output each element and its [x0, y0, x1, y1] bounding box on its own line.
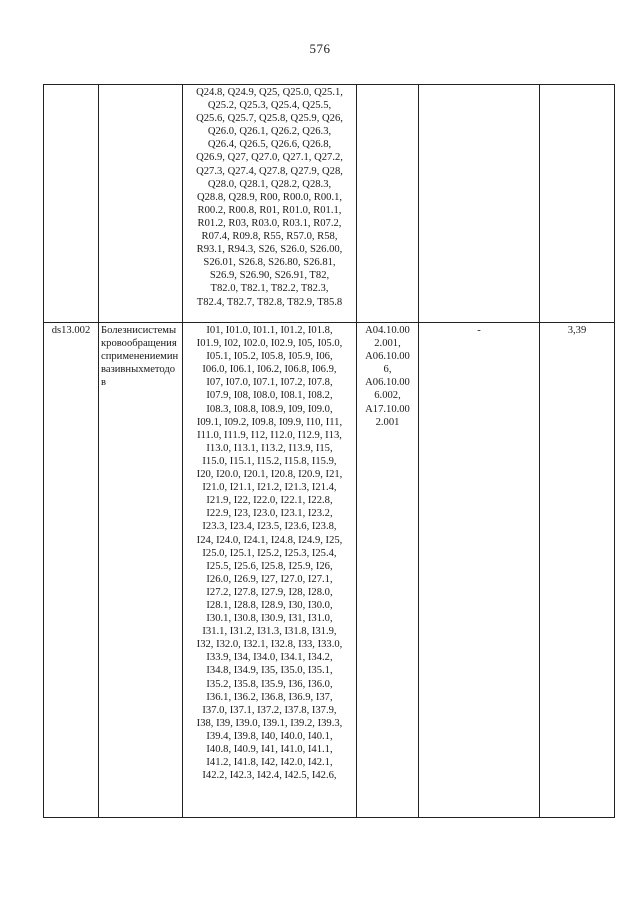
- diagnosis-code-line: T82.0, T82.1, T82.2, T82.3,: [210, 283, 329, 295]
- diagnosis-code-line: I40.8, I40.9, I41, I41.0, I41.1,: [206, 744, 333, 755]
- diagnosis-code-line: I05.1, I05.2, I05.8, I05.9, I06,: [206, 351, 333, 363]
- service-code-line: A04.10.00: [365, 325, 410, 336]
- service-code-line: A06.10.00: [365, 351, 410, 363]
- group-code-cell: [44, 85, 99, 323]
- service-code-line: A06.10.00: [365, 377, 410, 389]
- diagnosis-code-line: I24, I24.0, I24.1, I24.8, I24.9, I25,: [196, 534, 343, 546]
- diagnosis-code-line: I34.8, I34.9, I35, I35.0, I35.1,: [206, 665, 333, 677]
- diagnosis-code-line: I01, I01.0, I01.1, I01.2, I01.8,: [206, 325, 333, 336]
- diagnosis-code-line: Q25.6, Q25.7, Q25.8, Q25.9, Q26,: [196, 113, 343, 125]
- diagnosis-code-line: I09.1, I09.2, I09.8, I09.9, I10, I11,: [196, 416, 343, 428]
- diagnosis-code-line: I27.2, I27.8, I27.9, I28, I28.0,: [206, 586, 333, 598]
- diagnosis-codes-cell: [183, 323, 357, 818]
- diagnosis-code-line: I25.0, I25.1, I25.2, I25.3, I25.4,: [202, 547, 337, 559]
- group-name-cell: [99, 323, 183, 818]
- diagnosis-code-line: I39.4, I39.8, I40, I40.0, I40.1,: [206, 730, 333, 742]
- diagnosis-code-line: I26.0, I26.9, I27, I27.0, I27.1,: [206, 573, 333, 585]
- diagnosis-code-line: I21.0, I21.1, I21.2, I21.3, I21.4,: [202, 482, 337, 494]
- diagnosis-code-line: I35.2, I35.8, I35.9, I36, I36.0,: [206, 678, 333, 690]
- coefficient-cell: 3,39: [540, 323, 615, 818]
- diagnosis-code-line: T82.4, T82.7, T82.8, T82.9, T85.8: [196, 296, 343, 308]
- diagnosis-code-line: Q25.2, Q25.3, Q25.4, Q25.5,: [207, 100, 332, 112]
- diagnosis-code-line: Q28.8, Q28.9, R00, R00.0, R00.1,: [196, 191, 343, 203]
- diagnosis-code-line: Q26.9, Q27, Q27.0, Q27.1, Q27.2,: [196, 152, 343, 164]
- diagnosis-code-line: I06.0, I06.1, I06.2, I06.8, I06.9,: [202, 364, 337, 376]
- diagnosis-code-line: I36.1, I36.2, I36.8, I36.9, I37,: [206, 691, 333, 703]
- service-code-line: 2.001,: [374, 338, 401, 350]
- diagnosis-codes-cell: [183, 85, 357, 323]
- diagnosis-code-line: I01.9, I02, I02.0, I02.9, I05, I05.0,: [196, 338, 343, 350]
- diagnosis-code-line: I20, I20.0, I20.1, I20.8, I20.9, I21,: [196, 469, 343, 481]
- service-code-line: 6,: [383, 364, 392, 376]
- table-row: [44, 323, 615, 818]
- diagnosis-code-line: I42.2, I42.3, I42.4, I42.5, I42.6,: [202, 770, 337, 782]
- diagnosis-code-line: I15.0, I15.1, I15.2, I15.8, I15.9,: [202, 455, 337, 467]
- diagnosis-code-line: I13.0, I13.1, I13.2, I13.9, I15,: [206, 442, 333, 454]
- diagnosis-code-line: I22.9, I23, I23.0, I23.1, I23.2,: [206, 508, 333, 520]
- diagnosis-code-line: Q28.0, Q28.1, Q28.2, Q28.3,: [207, 178, 332, 190]
- group-code-cell: [44, 323, 99, 818]
- diagnosis-code-line: I07.9, I08, I08.0, I08.1, I08.2,: [206, 390, 333, 402]
- diagnosis-code-line: I38, I39, I39.0, I39.1, I39.2, I39.3,: [196, 717, 343, 729]
- group-name: Болезнисистемыкровообращениясприменениеминвазивныхметодов: [101, 325, 179, 389]
- extra-criteria-cell: [419, 85, 540, 323]
- diagnosis-code-line: R93.1, R94.3, S26, S26.0, S26.00,: [196, 244, 343, 256]
- diagnosis-code-line: Q26.4, Q26.5, Q26.6, Q26.8,: [207, 139, 332, 151]
- diagnosis-code-line: R07.4, R09.8, R55, R57.0, R58,: [201, 231, 338, 243]
- diagnosis-code-line: I25.5, I25.6, I25.8, I25.9, I26,: [206, 560, 333, 572]
- extra-criteria-cell: -: [419, 323, 540, 818]
- page-number: 576: [309, 41, 331, 56]
- group-name-cell: [99, 85, 183, 323]
- table-row: [44, 85, 615, 323]
- diagnosis-code-line: Q27.3, Q27.4, Q27.8, Q27.9, Q28,: [196, 165, 343, 177]
- diagnosis-code-line: S26.01, S26.8, S26.80, S26.81,: [203, 257, 336, 269]
- service-code-line: 2.001: [375, 416, 400, 428]
- diagnosis-code-line: R01.2, R03, R03.0, R03.1, R07.2,: [197, 217, 342, 229]
- diagnosis-code-line: I11.0, I11.9, I12, I12.0, I12.9, I13,: [197, 429, 342, 441]
- diagnosis-code-line: I30.1, I30.8, I30.9, I31, I31.0,: [206, 613, 333, 625]
- services-cell: [357, 323, 419, 818]
- diagnosis-code-line: I37.0, I37.1, I37.2, I37.8, I37.9,: [202, 704, 337, 716]
- diagnosis-code-line: I41.2, I41.8, I42, I42.0, I42.1,: [206, 757, 333, 769]
- diagnosis-code-line: I21.9, I22, I22.0, I22.1, I22.8,: [206, 495, 333, 507]
- coefficient-cell: [540, 85, 615, 323]
- diagnosis-code-line: R00.2, R00.8, R01, R01.0, R01.1,: [197, 204, 342, 216]
- service-code-line: A17.10.00: [365, 403, 410, 415]
- service-code-line: 6.002,: [374, 390, 401, 402]
- services-cell: [357, 85, 419, 323]
- diagnosis-code-line: Q26.0, Q26.1, Q26.2, Q26.3,: [207, 126, 332, 138]
- diagnosis-code-line: I23.3, I23.4, I23.5, I23.6, I23.8,: [202, 521, 337, 533]
- diagnosis-code-line: I28.1, I28.8, I28.9, I30, I30.0,: [206, 599, 333, 611]
- diagnosis-code-line: I32, I32.0, I32.1, I32.8, I33, I33.0,: [196, 639, 343, 651]
- tariff-table: [43, 84, 615, 818]
- diagnosis-code-line: S26.9, S26.90, S26.91, T82,: [209, 270, 330, 282]
- diagnosis-code-line: I33.9, I34, I34.0, I34.1, I34.2,: [206, 652, 333, 664]
- group-code: ds13.002: [51, 325, 91, 336]
- diagnosis-code-line: I08.3, I08.8, I08.9, I09, I09.0,: [206, 403, 333, 415]
- diagnosis-code-line: Q24.8, Q24.9, Q25, Q25.0, Q25.1,: [196, 87, 343, 98]
- diagnosis-code-line: I31.1, I31.2, I31.3, I31.8, I31.9,: [202, 626, 337, 638]
- diagnosis-code-line: I07, I07.0, I07.1, I07.2, I07.8,: [206, 377, 333, 389]
